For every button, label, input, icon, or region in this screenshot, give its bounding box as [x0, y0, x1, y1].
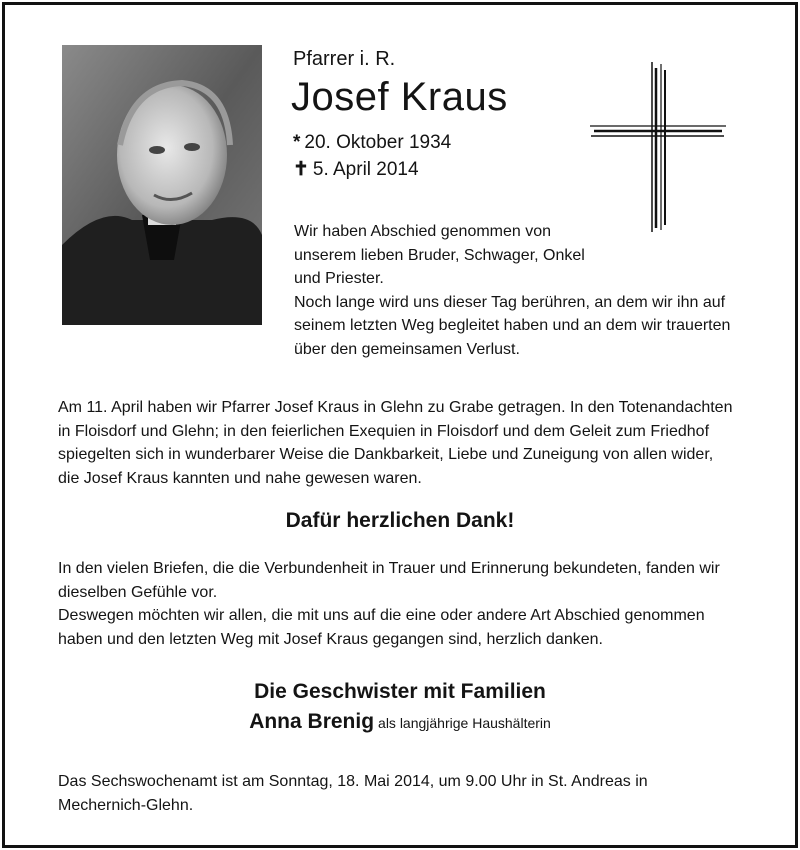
signature-housekeeper [0, 710, 800, 734]
text-line: Wir haben Abschied genommen von [294, 223, 552, 240]
text-line: dieselben Gefühle vor. [58, 583, 218, 601]
thanks-heading: Dafür herzlichen Dank! [285, 509, 515, 532]
intro-text [294, 220, 764, 361]
title-prefix: Pfarrer i. R. [293, 48, 396, 70]
text-line: haben und den letzten Weg mit Josef Kraus gegangen sind, herzlich danken. [58, 630, 603, 648]
text-line: Am 11. April haben wir Pfarrer Josef Kraus in Glehn zu Grabe getragen. In den Totenandachten [58, 399, 733, 416]
death-date-line [293, 158, 419, 181]
text-line: Deswegen möchten wir allen, die mit uns auf die eine oder andere Art Abschied genommen [58, 607, 705, 624]
signature-role: als langjährige Haushälterin [378, 715, 551, 731]
death-cross-symbol: ✝ [293, 159, 309, 180]
text-line: und Priester. [294, 270, 384, 287]
death-date: 5. April 2014 [312, 159, 419, 180]
memorial-mass-note [58, 770, 758, 817]
portrait-photo [62, 45, 262, 325]
text-line: spiegelten sich in wunderbarer Weise die Dankbarkeit, Liebe und Zuneigung von allen wider, [58, 446, 714, 463]
text-line: die Josef Kraus kannten und nahe gewesen waren. [58, 469, 422, 487]
funeral-paragraph [58, 396, 758, 490]
thanks-paragraph [58, 557, 758, 651]
text-line: Das Sechswochenamt ist am Sonntag, 18. Mai 2014, um 9.00 Uhr in St. Andreas in [58, 773, 648, 790]
text-line: in Floisdorf und Glehn; in den feierlichen Exequien in Floisdorf und dem Geleit zum Friedhof [58, 422, 710, 440]
signature-name: Anna Brenig [249, 710, 375, 733]
text-line: über den gemeinsamen Verlust. [294, 340, 520, 358]
birth-date-line [293, 132, 451, 154]
text-line: seinem letzten Weg begleitet haben und an dem wir trauerten [294, 317, 731, 334]
cross-icon [588, 60, 728, 235]
signature-family: Die Geschwister mit Familien [254, 680, 546, 703]
text-line: In den vielen Briefen, die die Verbundenheit in Trauer und Erinnerung bekundeten, fanden wir [58, 560, 720, 577]
birth-symbol: * [293, 132, 301, 153]
text-line: unserem lieben Bruder, Schwager, Onkel [294, 246, 585, 264]
deceased-name: Josef Kraus [291, 75, 508, 119]
text-line: Mechernich-Glehn. [58, 796, 194, 814]
birth-date: 20. Oktober 1934 [304, 132, 452, 153]
text-line: Noch lange wird uns dieser Tag berühren, an dem wir ihn auf [294, 293, 726, 311]
